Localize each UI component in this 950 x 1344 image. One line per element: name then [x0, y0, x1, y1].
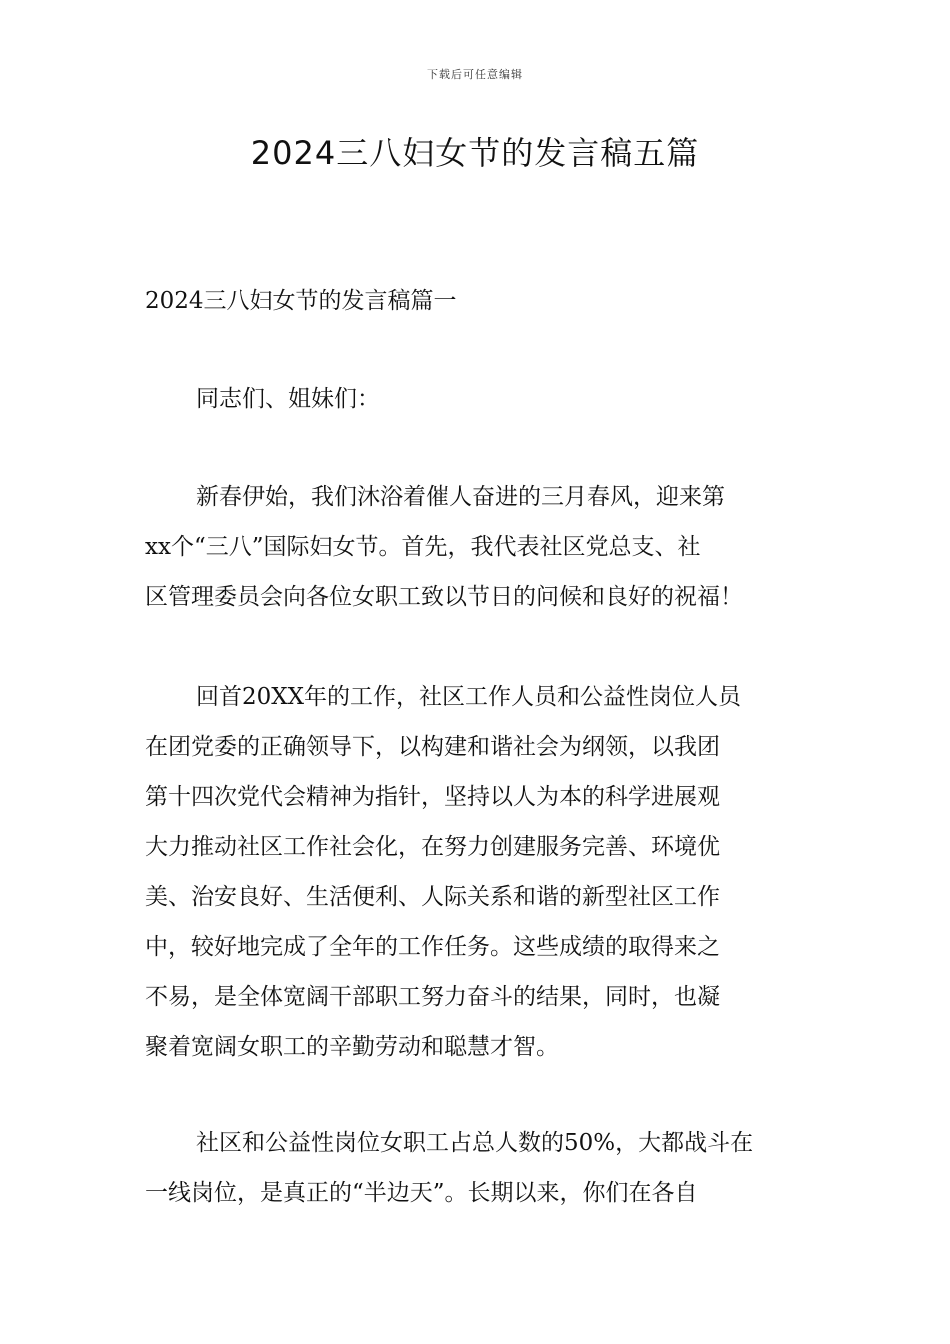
paragraph-2: [145, 672, 810, 1072]
document-title: 2024三八妇女节的发言稿五篇: [250, 134, 700, 172]
paragraph-3: [145, 1118, 810, 1218]
paragraph-line: xx个“三八”国际妇女节。首先，我代表社区党总支、社: [145, 534, 701, 560]
page-header-note: 下载后可任意编辑: [427, 68, 523, 81]
paragraph-line: 美、治安良好、生活便利、人际关系和谐的新型社区工作: [145, 884, 720, 910]
paragraph-line: 大力推动社区工作社会化，在努力创建服务完善、环境优: [145, 834, 720, 860]
paragraph-line: 区管理委员会向各位女职工致以节日的问候和良好的祝福！: [145, 584, 743, 610]
salutation: 同志们、姐妹们：: [196, 386, 380, 412]
paragraph-line: 中，较好地完成了全年的工作任务。这些成绩的取得来之: [145, 934, 720, 960]
paragraph-line: 社区和公益性岗位女职工占总人数的50%，大都战斗在: [196, 1130, 754, 1156]
paragraph-line: 一线岗位，是真正的“半边天”。长期以来，你们在各自: [145, 1180, 698, 1206]
paragraph-line: 不易，是全体宽阔干部职工努力奋斗的结果，同时，也凝: [145, 984, 720, 1010]
paragraph-line: 新春伊始，我们沐浴着催人奋进的三月春风，迎来第: [196, 484, 725, 510]
paragraph-line: 第十四次党代会精神为指针，坚持以人为本的科学进展观: [145, 784, 720, 810]
paragraph-line: 在团党委的正确领导下，以构建和谐社会为纲领，以我团: [145, 734, 720, 760]
section-heading: 2024三八妇女节的发言稿篇一: [145, 288, 457, 314]
paragraph-line: 回首20XX年的工作，社区工作人员和公益性岗位人员: [196, 684, 742, 710]
paragraph-line: 聚着宽阔女职工的辛勤劳动和聪慧才智。: [145, 1034, 559, 1060]
paragraph-1: [145, 472, 810, 622]
